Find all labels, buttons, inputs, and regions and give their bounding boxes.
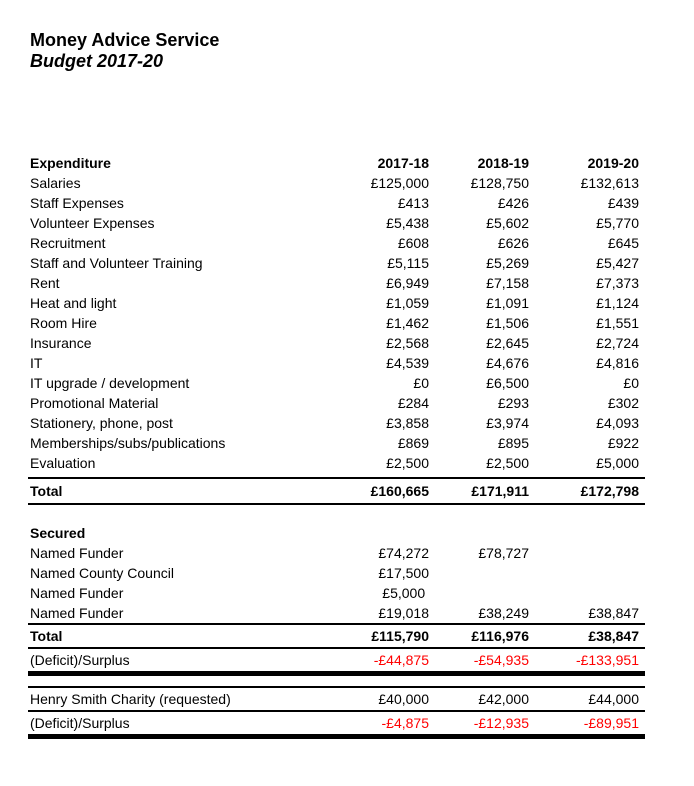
row-label: IT [30,355,43,371]
requested-deficit-row [28,712,645,739]
row-value: £439 [607,195,639,211]
requested-grant-row [28,686,645,712]
row-label: Staff and Volunteer Training [30,255,203,271]
row-value: £0 [623,375,639,391]
table-row [28,333,645,353]
deficit-label: (Deficit)/Surplus [30,715,130,731]
row-label: Memberships/subs/publications [30,435,226,451]
row-value: £3,858 [386,415,429,431]
table-row [28,393,645,413]
requested-grant-value: £40,000 [378,691,429,707]
row-value: £0 [413,375,429,391]
row-label: Named Funder [30,585,124,601]
row-value: £426 [497,195,529,211]
secured-deficit-row [28,649,645,676]
row-value: £608 [397,235,429,251]
column-header-2018-19: 2018-19 [477,155,529,171]
table-row [28,173,645,193]
secured-section-header: Secured [30,525,86,541]
secured-total-row [28,623,645,649]
row-value: £626 [497,235,529,251]
table-row [28,543,645,563]
row-value: £4,676 [486,355,529,371]
deficit-value: -£89,951 [583,715,639,731]
row-value: £19,018 [378,605,429,621]
requested-grant-label: Henry Smith Charity (requested) [30,691,231,707]
row-value: £5,770 [596,215,639,231]
row-label: Volunteer Expenses [30,215,155,231]
document-subtitle: Budget 2017-20 [30,51,164,71]
row-value: £4,093 [596,415,639,431]
deficit-label: (Deficit)/Surplus [30,652,130,668]
row-value: £2,724 [596,335,639,351]
document-title: Money Advice Service [30,30,220,50]
row-value: £78,727 [478,545,529,561]
spacer [28,676,645,686]
spacer [28,505,645,523]
row-label: Named Funder [30,545,124,561]
table-row [28,433,645,453]
total-value: £115,790 [371,628,429,644]
row-value: £293 [497,395,529,411]
row-label: Heat and light [30,295,117,311]
deficit-value: -£133,951 [575,652,639,668]
row-value: £5,269 [486,255,529,271]
table-row [28,413,645,433]
total-label: Total [30,628,63,644]
table-header-row [28,153,645,173]
expenditure-rows [28,173,645,473]
row-value: £5,000 [382,585,429,601]
row-value: £1,506 [486,315,529,331]
table-row [28,603,645,623]
table-row [28,353,645,373]
row-label: Room Hire [30,315,97,331]
table-row [28,563,645,583]
row-value: £7,373 [596,275,639,291]
expenditure-total-row [28,477,645,505]
column-header-expenditure: Expenditure [30,155,111,171]
row-value: £869 [397,435,429,451]
table-row [28,273,645,293]
total-value: £172,798 [580,483,639,499]
row-value: £1,124 [596,295,639,311]
row-value: £5,602 [486,215,529,231]
row-value: £922 [607,435,639,451]
row-value: £2,500 [486,455,529,471]
table-row [28,583,645,603]
deficit-value: -£4,875 [381,715,429,731]
secured-rows [28,543,645,623]
table-row [28,253,645,273]
deficit-value: -£12,935 [473,715,529,731]
deficit-value: -£54,935 [473,652,529,668]
table-row [28,213,645,233]
row-value: £2,500 [386,455,429,471]
row-label: IT upgrade / development [30,375,190,391]
row-value: £132,613 [580,175,639,191]
requested-grant-value: £44,000 [588,691,639,707]
row-value: £17,500 [378,565,429,581]
row-value: £38,249 [478,605,529,621]
row-value: £5,427 [596,255,639,271]
row-value: £2,645 [486,335,529,351]
row-value: £125,000 [370,175,429,191]
row-value: £1,462 [386,315,429,331]
total-value: £116,976 [471,628,529,644]
row-value: £128,750 [470,175,529,191]
total-label: Total [30,483,63,499]
row-label: Named Funder [30,605,124,621]
row-value: £5,000 [596,455,639,471]
budget-table [28,153,645,739]
row-value: £5,115 [387,255,429,271]
column-header-2017-18: 2017-18 [377,155,429,171]
row-value: £38,847 [588,605,639,621]
table-row [28,313,645,333]
row-value: £645 [607,235,639,251]
row-label: Named County Council [30,565,174,581]
row-value: £4,816 [596,355,639,371]
total-value: £38,847 [588,628,639,644]
row-value: £895 [497,435,529,451]
table-row [28,453,645,473]
row-label: Insurance [30,335,92,351]
deficit-value: -£44,875 [373,652,429,668]
table-row [28,233,645,253]
row-value: £7,158 [486,275,529,291]
table-row [28,193,645,213]
row-label: Promotional Material [30,395,159,411]
row-label: Staff Expenses [30,195,124,211]
row-value: £6,949 [386,275,429,291]
row-value: £5,438 [386,215,429,231]
table-row [28,293,645,313]
row-label: Evaluation [30,455,96,471]
row-value: £413 [397,195,429,211]
secured-section-header-row [28,523,645,543]
row-value: £284 [397,395,429,411]
row-value: £6,500 [486,375,529,391]
column-header-2019-20: 2019-20 [587,155,639,171]
row-value: £1,551 [596,315,639,331]
row-label: Rent [30,275,60,291]
row-label: Salaries [30,175,81,191]
row-value: £3,974 [486,415,529,431]
requested-grant-value: £42,000 [478,691,529,707]
row-value: £74,272 [378,545,429,561]
total-value: £171,911 [471,483,529,499]
total-value: £160,665 [370,483,429,499]
table-row [28,373,645,393]
row-label: Recruitment [30,235,106,251]
row-value: £302 [607,395,639,411]
row-value: £4,539 [386,355,429,371]
row-value: £2,568 [386,335,429,351]
row-value: £1,059 [386,295,429,311]
row-label: Stationery, phone, post [30,415,173,431]
row-value: £1,091 [486,295,529,311]
